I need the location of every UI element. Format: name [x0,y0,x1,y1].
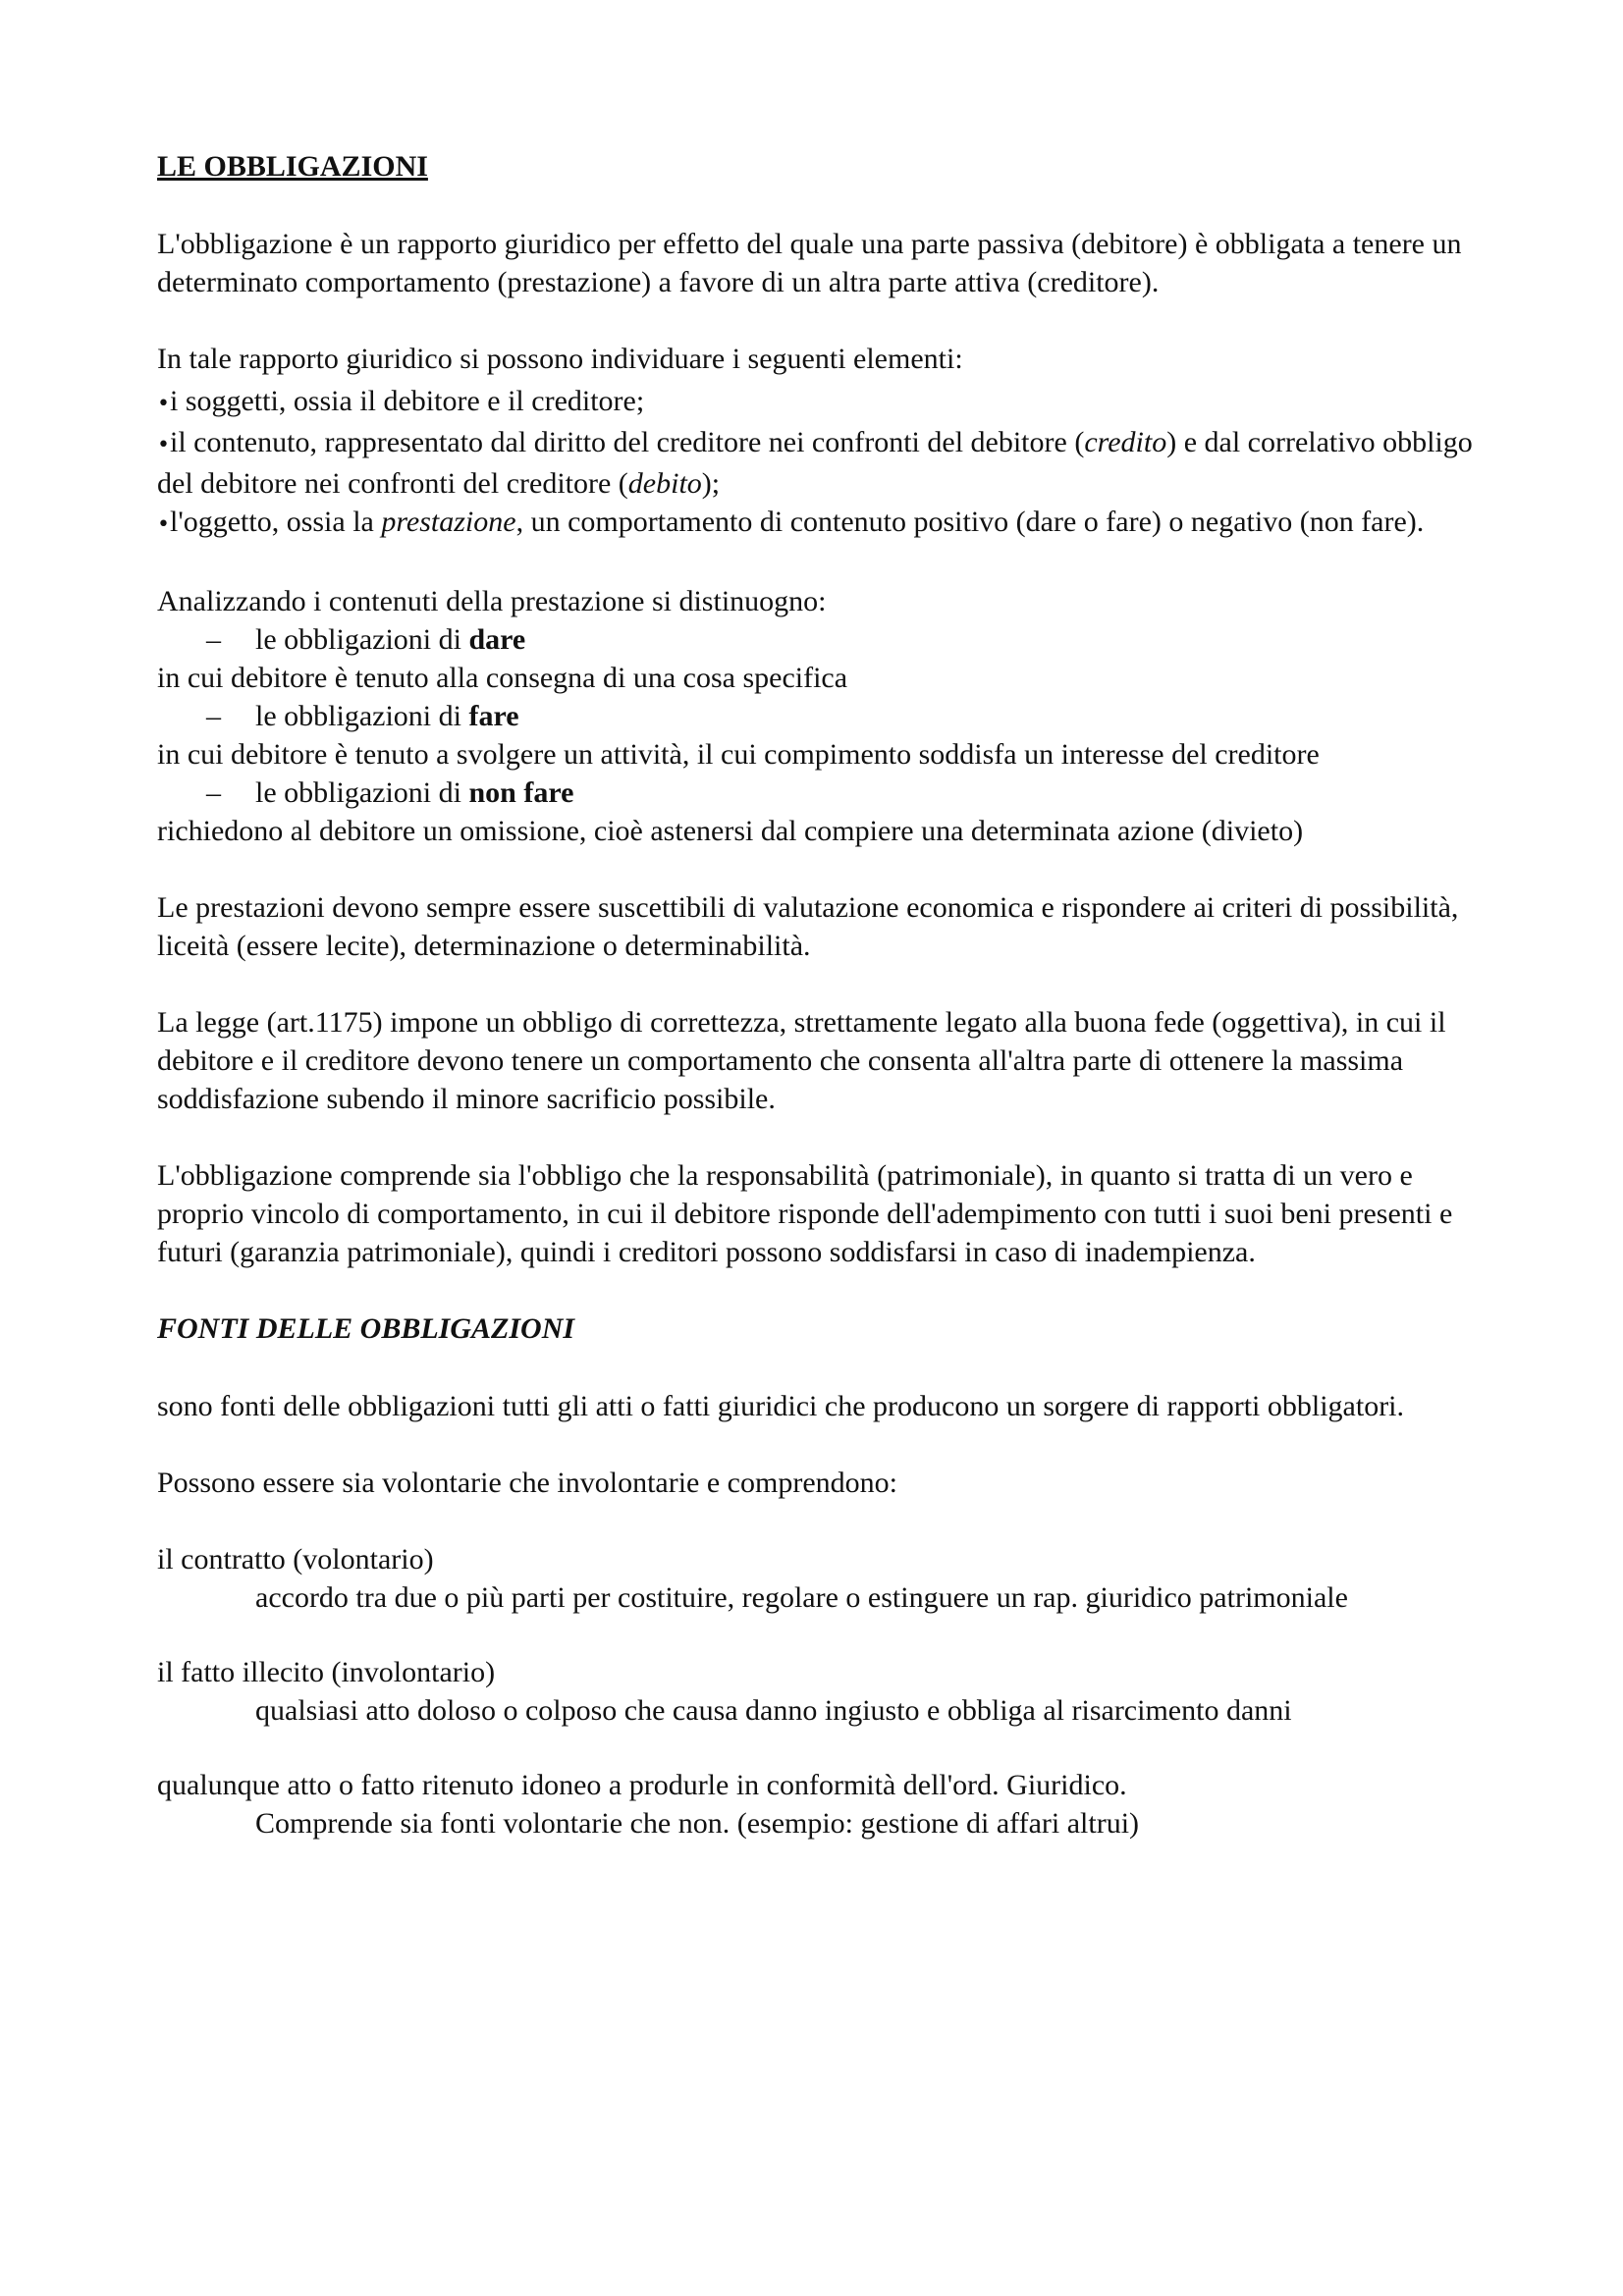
illecito-description: qualsiasi atto doloso o colposo che causa danno ingiusto e obbliga al risarcimento danni [255,1694,1292,1727]
fonti-paragraph: sono fonti delle obbligazioni tutti gli atti o fatti giuridici che producono un sorgere di rapporti obbligatori. [157,1390,1405,1422]
type-non-fare: – le obbligazioni di non fare [157,774,1478,812]
type-dare: – le obbligazioni di dare [157,620,1478,659]
fare-description: in cui debitore è tenuto a svolgere un attività, il cui compimento soddisfa un interesse del creditore [157,738,1320,771]
bullet-icon: • [157,392,170,416]
legge-paragraph: La legge (art.1175) impone un obbligo di correttezza, strettamente legato alla buona fede (oggettiva), in cui il debitore e il creditore devono tenere un comportamento che consenta all'altra parte di ottenere la massima soddisfazione subendo il minore sacrificio possibile. [157,1006,1446,1115]
elements-intro: In tale rapporto giuridico si possono individuare i seguenti elementi: [157,343,963,375]
element-soggetti: •i soggetti, ossia il debitore e il creditore; [157,385,645,417]
fonti-types-intro: Possono essere sia volontarie che involontarie e comprendono: [157,1467,897,1499]
non-fare-description: richiedono al debitore un omissione, cioè astenersi dal compiere una determinata azione (divieto) [157,815,1304,847]
bullet-icon: • [157,512,170,537]
altro-description: Comprende sia fonti volontarie che non. (esempio: gestione di affari altrui) [255,1807,1140,1840]
page-title: LE OBBLIGAZIONI [157,150,428,183]
term-credito: credito [1084,426,1167,458]
term-debito: debito [627,467,702,500]
prestazione-intro: Analizzando i contenuti della prestazione si distinuogno: [157,585,827,617]
bullet-icon: • [157,433,170,457]
dash-icon: – [206,623,221,656]
intro-paragraph: L'obbligazione è un rapporto giuridico per effetto del quale una parte passiva (debitore) è obbligata a tenere un determinato comportamento (prestazione) a favore di un altra parte attiva (creditore). [157,228,1462,298]
responsabilita-paragraph: L'obbligazione comprende sia l'obbligo che la responsabilità (patrimoniale), in quanto si tratta di un vero e proprio vincolo di comportamento, in cui il debitore risponde dell'adempimento con tutti i suoi beni presenti e futuri (garanzia patrimoniale), quindi i creditori possono soddisfarsi in caso di inadempienza. [157,1159,1453,1268]
element-contenuto: •il contenuto, rappresentato dal diritto del creditore nei confronti del debitore (credito) e dal correlativo obbligo del debitore nei confronti del creditore (debito); [157,426,1473,500]
prestazione-section [157,582,1478,850]
contratto-description: accordo tra due o più parti per costituire, regolare o estinguere un rap. giuridico patrimoniale [255,1581,1348,1614]
valutazione-paragraph: Le prestazioni devono sempre essere suscettibili di valutazione economica e rispondere ai criteri di possibilità, liceità (essere lecite), determinazione o determinabilità. [157,891,1459,962]
source-illecito [157,1653,1478,1730]
altro-title: qualunque atto o fatto ritenuto idoneo a produrle in conformità dell'ord. Giuridico. [157,1769,1127,1801]
source-contratto [157,1540,1478,1617]
dash-icon: – [206,700,221,732]
illecito-title: il fatto illecito (involontario) [157,1656,496,1688]
fonti-heading: FONTI DELLE OBBLIGAZIONI [157,1312,575,1345]
source-altro [157,1766,1478,1842]
dash-icon: – [206,776,221,809]
term-prestazione: prestazione [381,506,516,538]
dare-description: in cui debitore è tenuto alla consegna di una cosa specifica [157,662,848,694]
document-page [157,147,1478,1842]
element-oggetto: •l'oggetto, ossia la prestazione, un comportamento di contenuto positivo (dare o fare) o negativo (non fare). [157,506,1425,538]
contratto-title: il contratto (volontario) [157,1543,434,1575]
elements-list [157,382,1478,544]
type-fare: – le obbligazioni di fare [157,697,1478,735]
